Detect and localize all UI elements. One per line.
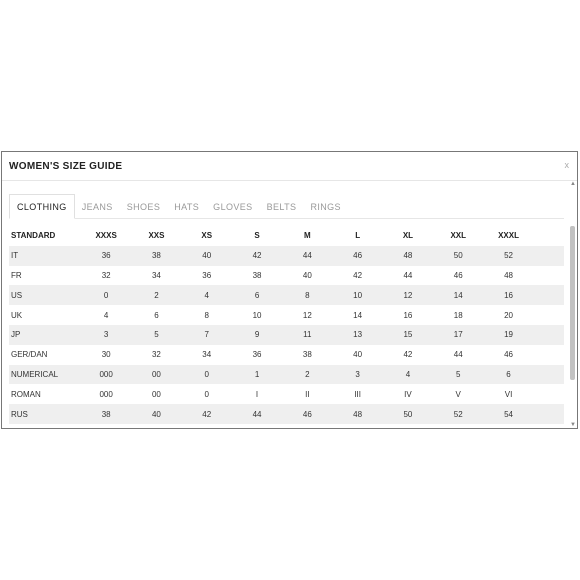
table-cell: XS: [201, 231, 213, 241]
table-cell: 46: [353, 251, 363, 261]
table-cell: I: [255, 389, 259, 399]
table-cell: 000: [99, 369, 113, 379]
table-row: [9, 246, 564, 266]
row-label: GER/DAN: [11, 350, 48, 360]
table-cell: 42: [252, 251, 262, 261]
table-cell: XXS: [148, 231, 165, 241]
table-cell: 12: [302, 310, 312, 320]
table-header-row: [9, 226, 564, 246]
table-cell: 4: [103, 310, 109, 320]
table-cell: 30: [101, 350, 111, 360]
tab-shoes[interactable]: SHOES: [126, 201, 161, 212]
table-cell: 8: [305, 290, 310, 300]
table-cell: 5: [154, 330, 159, 340]
table-cell: 13: [353, 330, 363, 340]
table-cell: 20: [504, 310, 513, 320]
table-cell: 3: [355, 369, 360, 379]
size-guide-modal: [1, 151, 578, 429]
table-cell: 8: [204, 310, 209, 320]
table-cell: 42: [202, 409, 212, 419]
table-cell: 0: [103, 290, 109, 300]
table-cell: 38: [302, 350, 312, 360]
table-cell: 50: [403, 409, 413, 419]
table-cell: 15: [403, 330, 413, 340]
table-cell: 36: [202, 270, 212, 280]
table-cell: 14: [453, 290, 463, 300]
table-cell: XXL: [450, 231, 466, 241]
table-cell: 18: [453, 310, 463, 320]
close-button[interactable]: x: [564, 160, 569, 170]
table-cell: 48: [504, 270, 513, 280]
table-cell: 32: [151, 350, 161, 360]
tab-clothing[interactable]: CLOTHING: [9, 194, 75, 219]
table-row: [9, 345, 564, 365]
row-label: US: [11, 290, 23, 300]
table-cell: 36: [252, 350, 262, 360]
row-label: STANDARD: [11, 231, 56, 241]
table-cell: 6: [506, 369, 511, 379]
table-cell: VI: [504, 389, 513, 399]
table-row: [9, 384, 564, 404]
size-table: [9, 226, 564, 424]
row-label: UK: [11, 310, 23, 320]
scroll-thumb[interactable]: [570, 226, 575, 380]
tab-hats[interactable]: HATS: [174, 201, 200, 212]
row-label: RUS: [11, 409, 28, 419]
table-cell: 11: [303, 330, 312, 340]
table-cell: XXXL: [498, 231, 519, 241]
table-row: [9, 266, 564, 286]
table-cell: 34: [202, 350, 212, 360]
table-cell: 40: [151, 409, 161, 419]
table-cell: 4: [405, 369, 411, 379]
table-cell: 46: [504, 350, 513, 360]
table-cell: XL: [402, 231, 414, 241]
table-cell: 00: [151, 389, 161, 399]
table-cell: 46: [302, 409, 312, 419]
table-cell: XXXS: [95, 231, 117, 241]
table-cell: 44: [403, 270, 413, 280]
table-cell: 36: [101, 251, 111, 261]
table-cell: 38: [252, 270, 262, 280]
table-cell: 3: [103, 330, 109, 340]
table-cell: II: [305, 389, 310, 399]
table-cell: 9: [254, 330, 260, 340]
table-cell: 38: [101, 409, 111, 419]
table-cell: 38: [151, 251, 161, 261]
table-cell: 52: [453, 409, 463, 419]
table-row: [9, 365, 564, 385]
modal-title: WOMEN'S SIZE GUIDE: [9, 161, 123, 172]
table-cell: 42: [403, 350, 413, 360]
table-cell: 52: [504, 251, 513, 261]
tab-rings[interactable]: RINGS: [310, 201, 341, 212]
table-cell: 50: [453, 251, 463, 261]
table-cell: S: [254, 231, 260, 241]
row-label: ROMAN: [11, 389, 41, 399]
table-cell: 6: [254, 290, 260, 300]
table-cell: 1: [254, 369, 260, 379]
table-cell: 42: [353, 270, 363, 280]
chevron-up-icon[interactable]: ▲: [570, 181, 576, 187]
table-cell: IV: [404, 389, 412, 399]
table-cell: 40: [353, 350, 363, 360]
table-cell: 44: [252, 409, 262, 419]
table-cell: 12: [403, 290, 413, 300]
table-cell: 5: [456, 369, 461, 379]
table-row: [9, 404, 564, 424]
table-cell: 40: [202, 251, 212, 261]
table-row: [9, 285, 564, 305]
row-label: JP: [11, 330, 21, 340]
table-cell: 48: [353, 409, 363, 419]
row-label: IT: [11, 251, 19, 261]
table-cell: 7: [204, 330, 209, 340]
table-cell: 0: [204, 369, 209, 379]
tab-gloves[interactable]: GLOVES: [213, 201, 253, 212]
table-cell: 32: [101, 270, 111, 280]
modal-header: [2, 152, 577, 181]
table-cell: 46: [453, 270, 463, 280]
table-cell: M: [304, 231, 311, 241]
table-cell: 14: [353, 310, 363, 320]
table-cell: 000: [99, 389, 113, 399]
table-cell: 6: [154, 310, 159, 320]
table-cell: 54: [504, 409, 513, 419]
chevron-down-icon[interactable]: ▼: [570, 422, 576, 428]
table-cell: 44: [453, 350, 463, 360]
table-cell: 16: [403, 310, 413, 320]
row-label: FR: [11, 270, 22, 280]
table-cell: 19: [504, 330, 513, 340]
table-cell: 4: [204, 290, 209, 300]
table-cell: 2: [154, 290, 159, 300]
table-cell: 16: [504, 290, 513, 300]
vertical-scrollbar[interactable]: [569, 180, 576, 428]
table-cell: V: [455, 389, 461, 399]
table-cell: 40: [302, 270, 312, 280]
tab-jeans[interactable]: JEANS: [81, 201, 113, 212]
table-cell: 17: [453, 330, 463, 340]
table-cell: 44: [302, 251, 312, 261]
table-cell: 10: [353, 290, 363, 300]
table-cell: 00: [151, 369, 161, 379]
table-cell: 34: [151, 270, 161, 280]
table-cell: III: [354, 389, 361, 399]
table-cell: 0: [204, 389, 209, 399]
table-row: [9, 325, 564, 345]
table-cell: 2: [305, 369, 310, 379]
size-category-tabs: [9, 194, 564, 219]
table-row: [9, 305, 564, 325]
table-cell: 10: [252, 310, 262, 320]
table-cell: 48: [403, 251, 413, 261]
tab-belts[interactable]: BELTS: [266, 201, 297, 212]
row-label: NUMERICAL: [11, 369, 59, 379]
table-cell: L: [355, 231, 361, 241]
